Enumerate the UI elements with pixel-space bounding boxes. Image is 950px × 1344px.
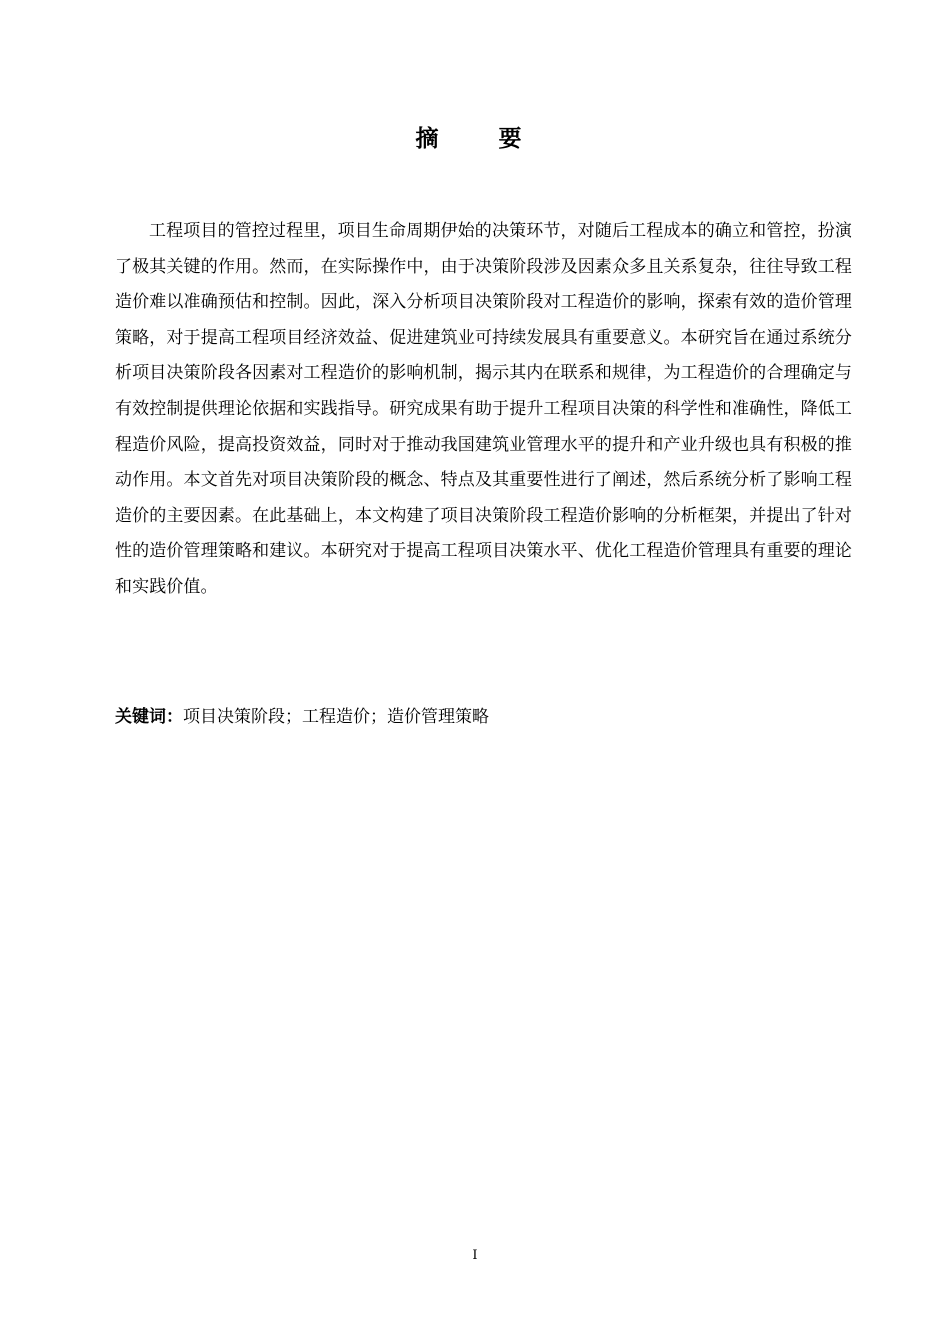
page-number: I: [472, 1248, 478, 1263]
abstract-body: 工程项目的管控过程里，项目生命周期伊始的决策环节，对随后工程成本的确立和管控，扮演了极其关键的作用。然而，在实际操作中，由于决策阶段涉及因素众多且关系复杂，往往导致工程造价难以准确预估和控制。因此，深入分析项目决策阶段对工程造价的影响，探索有效的造价管理策略，对于提高工程项目经济效益、促进建筑业可持续发展具有重要意义。本研究旨在通过系统分析项目决策阶段各因素对工程造价的影响机制，揭示其内在联系和规律，为工程造价的合理确定与有效控制提供理论依据和实践指导。研究成果有助于提升工程项目决策的科学性和准确性，降低工程造价风险，提高投资效益，同时对于推动我国建筑业管理水平的提升和产业升级也具有积极的推动作用。本文首先对项目决策阶段的概念、特点及其重要性进行了阐述，然后系统分析了影响工程造价的主要因素。在此基础上，本文构建了项目决策阶段工程造价影响的分析框架，并提出了针对性的造价管理策略和建议。本研究对于提高工程项目决策水平、优化工程造价管理具有重要的理论和实践价值。: [115, 221, 852, 597]
keywords-text: 项目决策阶段；工程造价；造价管理策略: [183, 707, 489, 727]
keywords-label: 关键词：: [115, 707, 183, 727]
abstract-title: 摘 要: [415, 126, 548, 152]
keywords-line: [115, 702, 852, 732]
